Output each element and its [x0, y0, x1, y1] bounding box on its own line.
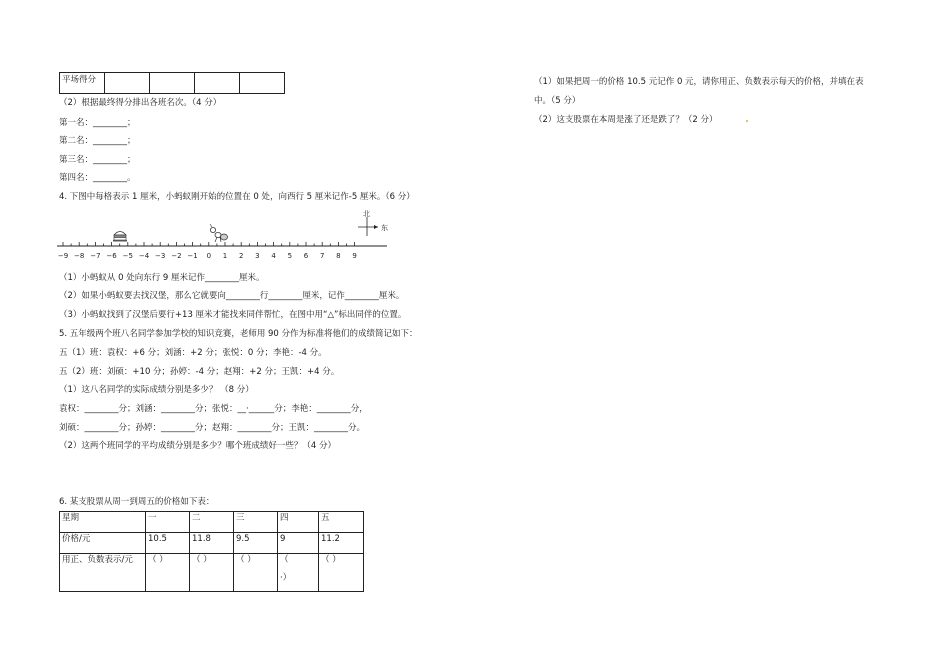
tick-label: −3 — [155, 252, 166, 260]
score-cell — [150, 73, 195, 94]
answer-blank — [278, 554, 319, 592]
stray-mark — [746, 120, 748, 122]
tick-label: −1 — [187, 252, 198, 260]
number-line-labels — [58, 252, 357, 260]
table-cell: 价格/元 — [60, 533, 146, 554]
compass — [358, 209, 388, 236]
q4-2-text: （2）如果小蚂蚁要去找汉堡，那么它就要向________行________厘米，记作________厘米。 — [59, 291, 405, 301]
tick-label: −7 — [90, 252, 101, 260]
answer-blank-open: （ — [280, 555, 289, 565]
number-line-figure — [55, 208, 395, 268]
score-row-label: 平场得分 — [60, 73, 105, 94]
tick-label: −5 — [122, 252, 133, 260]
tick-label: 4 — [271, 252, 276, 260]
answer-blank: （ ） — [190, 554, 234, 592]
table-cell: 用正、负数表示/元 — [60, 554, 146, 592]
table-header-cell: 四 — [278, 512, 319, 533]
q5-2-text: （2）这两个班同学的平均成绩分别是多少？哪个班成绩好一些？（4 分） — [59, 441, 337, 451]
table-row — [60, 533, 364, 554]
table-cell: 9.5 — [234, 533, 278, 554]
table-header-cell: 星期 — [60, 512, 146, 533]
score-cell — [105, 73, 150, 94]
q5-answers-row1: 袁权：________分；刘涵：________分；张悦：__·______分；李艳：________分， — [59, 404, 368, 414]
table-row — [60, 554, 364, 592]
tick-label: −2 — [171, 252, 182, 260]
q5-title: 5. 五年级两个班八名同学参加学校的知识竞赛，老师用 90 分作为标准将他们的成绩简记如下： — [59, 329, 418, 339]
tick-label: −8 — [74, 252, 85, 260]
table-row — [60, 512, 364, 533]
tick-label: 1 — [222, 252, 228, 260]
q5-1-text: （1）这八名同学的实际成绩分别是多少？ （8 分） — [59, 385, 254, 395]
answer-blank: （ ） — [234, 554, 278, 592]
compass-east-arrow — [374, 225, 378, 229]
tick-label: 2 — [238, 252, 244, 260]
ant-icon — [210, 224, 228, 242]
rank-2: 第二名：________； — [59, 136, 136, 146]
q4-1-text: （1）小蚂蚁从 0 处向东行 9 厘米记作________厘米。 — [59, 273, 265, 283]
tick-label: −4 — [138, 252, 150, 260]
rank-1: 第一名：________； — [59, 118, 136, 128]
tick-label: −9 — [57, 252, 69, 260]
answer-blank-close: ·） — [280, 573, 292, 583]
q4-title: 4. 下图中每格表示 1 厘米，小蚂蚁刚开始的位置在 0 处，向西行 5 厘米记作-5 厘米。（6 分） — [59, 192, 415, 202]
q4-3-text: （3）小蚂蚁找到了汉堡后要行+13 厘米才能找来同伴帮忙，在图中用“△”标出同伴的位置。 — [59, 310, 407, 320]
tick-label: 8 — [336, 252, 341, 260]
table-header-cell: 三 — [234, 512, 278, 533]
table-header-cell: 二 — [190, 512, 234, 533]
table-header-cell: 一 — [146, 512, 190, 533]
q6-2-text: （2）这支股票在本周是涨了还是跌了？（2 分） — [534, 115, 718, 125]
q6-1-text-line1: （1）如果把周一的价格 10.5 元记作 0 元，请你用正、负数表示每天的价格，并填在表 — [534, 77, 864, 87]
table-cell: 9 — [278, 533, 319, 554]
tick-label: 0 — [206, 252, 212, 260]
q6-1-text-line2: 中。（5 分） — [534, 96, 581, 106]
q5-class1-scores: 五（1）班：袁权：+6 分；刘涵：+2 分；张悦：0 分；李艳：-4 分。 — [59, 348, 327, 358]
table-header-cell: 五 — [319, 512, 364, 533]
tick-label: 9 — [352, 252, 357, 260]
tick-label: 7 — [319, 252, 325, 260]
q3-2-text: （2）根据最终得分排出各班名次。（4 分） — [59, 98, 222, 108]
stock-price-table — [59, 511, 364, 592]
score-cell — [240, 73, 285, 94]
rank-4: 第四名：________。 — [59, 173, 136, 183]
q5-answers-row2: 刘硕：________分；孙婷：________分；赵翔：________分；王凯：________分。 — [59, 423, 366, 433]
compass-north-label: 北 — [363, 210, 370, 218]
table-cell: 11.2 — [319, 533, 364, 554]
hamburger-icon — [113, 232, 127, 242]
number-line-ticks — [63, 242, 355, 246]
q6-title: 6. 某支股票从周一到周五的价格如下表： — [59, 497, 215, 507]
q5-class2-scores: 五（2）班：刘硕：+10 分；孙婷：-4 分；赵翔：+2 分；王凯：+4 分。 — [59, 367, 340, 377]
answer-blank: （ ） — [319, 554, 364, 592]
answer-blank: （ ） — [146, 554, 190, 592]
compass-east-label: 东 — [381, 224, 388, 232]
rank-3: 第三名：________； — [59, 155, 136, 165]
table-cell: 10.5 — [146, 533, 190, 554]
tick-label: −6 — [106, 252, 117, 260]
score-cell — [195, 73, 240, 94]
score-table — [59, 72, 285, 94]
tick-label: 5 — [287, 252, 293, 260]
table-cell: 11.8 — [190, 533, 234, 554]
tick-label: 6 — [303, 252, 309, 260]
tick-label: 3 — [255, 252, 260, 260]
table-row — [60, 73, 285, 94]
